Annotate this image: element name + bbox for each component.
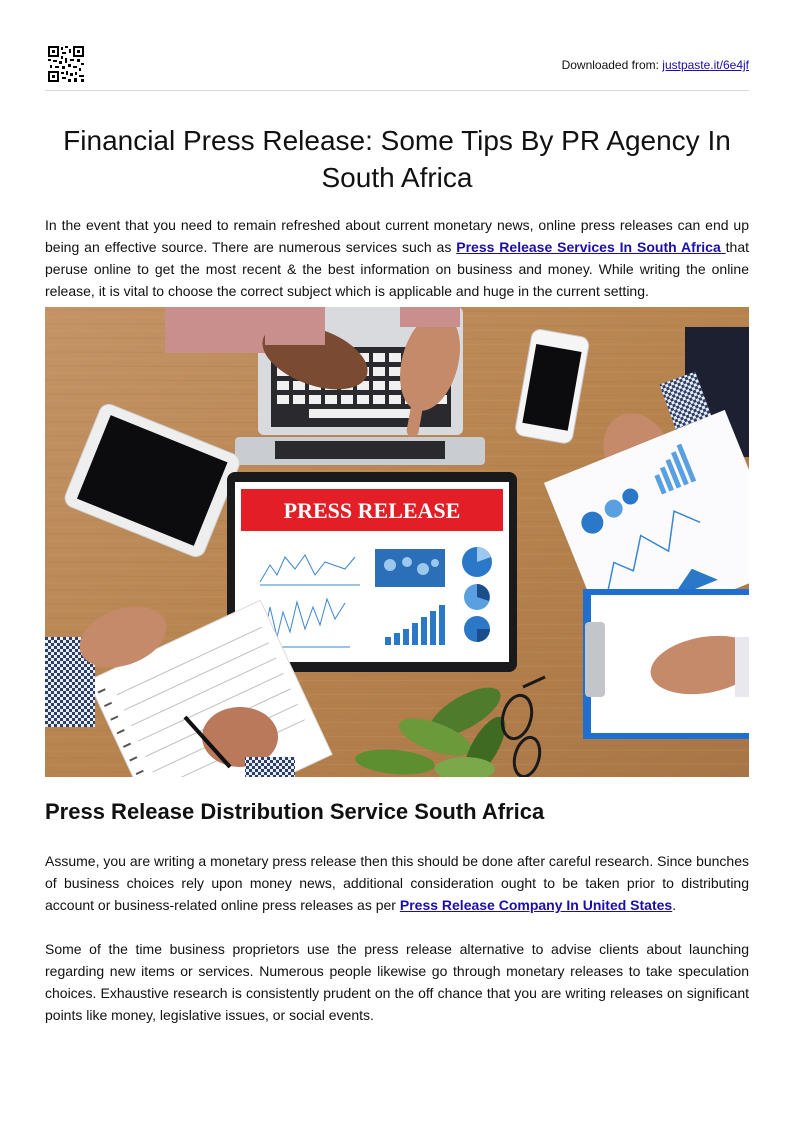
section-heading: Press Release Distribution Service South Africa [45,799,545,824]
body-paragraph-2 [45,850,749,916]
downloaded-label: Downloaded from: [561,58,663,72]
clipboard-graphic [583,589,749,739]
body-paragraph-3: Some of the time business proprietors use the press release alternative to advise clients about launching regarding new items or services. Numerous people likewise go through monetary releases to take speculation choices. Exhaustive research is consistently prudent on the off chance that you are writing releases on significant points like money, legislative issues, or social events. [45,941,749,1023]
press-release-services-link[interactable]: Press Release Services In South Africa [456,239,726,255]
intro-text-before: In the event that you need to remain refreshed about current monetary news, online press releases can end up being an effective source. There are numerous services such as [45,217,749,255]
para2-text-before: Assume, you are writing a monetary press release then this should be done after careful research. Since bunches of business choices rely upon money news, additional consideration ought to be taken prior to distributing account or business-related online press releases as per [45,853,749,913]
source-link[interactable]: justpaste.it/6e4jf [662,58,749,72]
tablet-banner-text: PRESS RELEASE [283,498,461,523]
hero-image [45,307,749,777]
press-release-company-link[interactable]: Press Release Company In United States [399,897,673,913]
para2-text-after: . [672,897,677,913]
download-source [562,58,749,72]
page-header [45,46,749,91]
intro-paragraph [45,214,749,302]
page-title: Financial Press Release: Some Tips By PR Agency In South Africa [63,125,731,193]
intro-text-after: that peruse online to get the most recent & the best information on business and money. While writing the online release, it is vital to choose the correct subject which is applicable and huge in the current setting. [45,239,750,299]
qr-code-icon [48,46,84,82]
